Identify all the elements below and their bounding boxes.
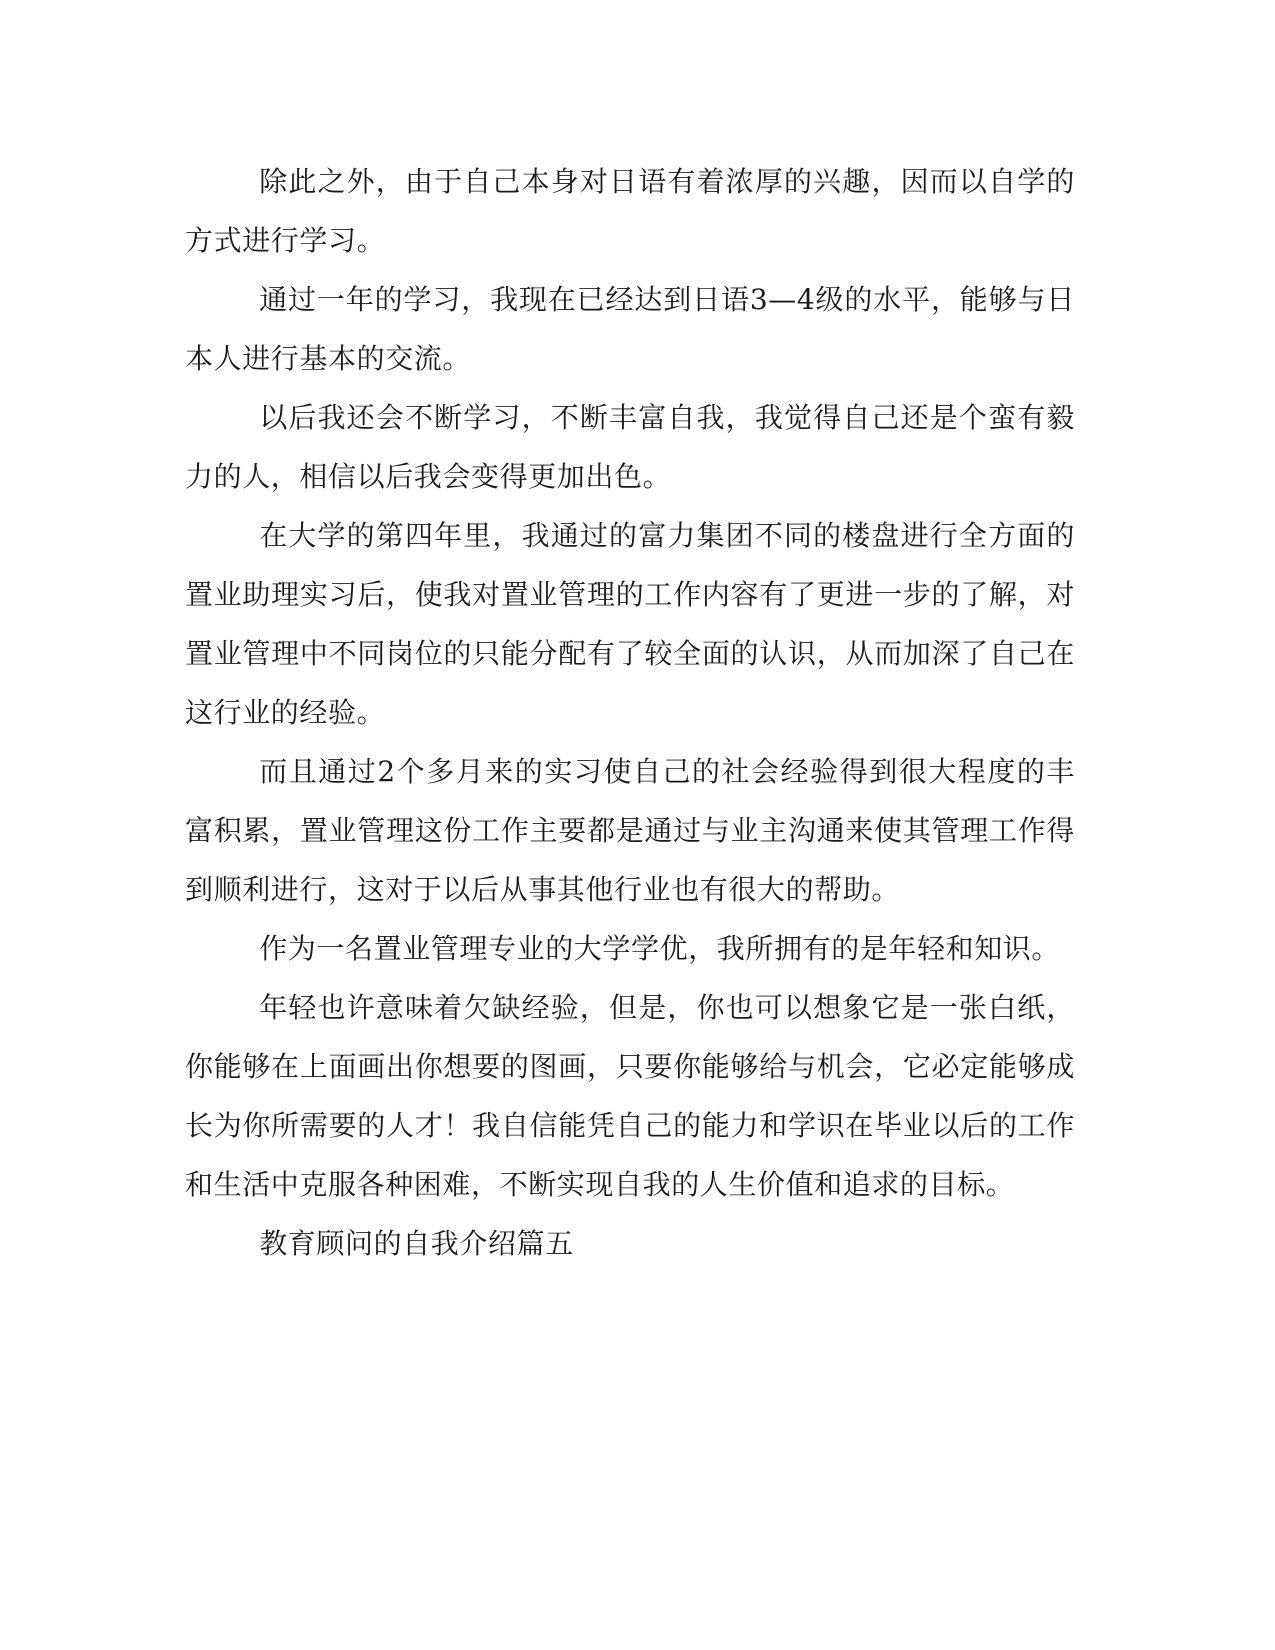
- paragraph-internship: 在大学的第四年里，我通过的富力集团不同的楼盘进行全方面的置业助理实习后，使我对置业管理的工作内容有了更进一步的了解，对置业管理中不同岗位的只能分配有了较全面的认识，从而加深了自己在这行业的经验。: [185, 519, 1075, 729]
- paragraph-social-experience: 而且通过2个多月来的实习使自己的社会经验得到很大程度的丰富积累，置业管理这份工作主要都是通过与业主沟通来使其管理工作得到顺利进行，这对于以后从事其他行业也有很大的帮助。: [185, 755, 1075, 906]
- document-body: [185, 152, 1075, 1273]
- paragraph-japanese-level: 通过一年的学习，我现在已经达到日语3—4级的水平，能够与日本人进行基本的交流。: [185, 283, 1075, 375]
- paragraph-blank-paper: 年轻也许意味着欠缺经验，但是，你也可以想象它是一张白纸，你能够在上面画出你想要的图画，只要你能够给与机会，它必定能够成长为你所需要的人才！我自信能凭自己的能力和学识在毕业以后的工作和生活中克服各种困难，不断实现自我的人生价值和追求的目标。: [185, 991, 1075, 1201]
- section-heading: 教育顾问的自我介绍篇五: [259, 1227, 574, 1260]
- paragraph-continued-learning: 以后我还会不断学习，不断丰富自我，我觉得自己还是个蛮有毅力的人，相信以后我会变得更加出色。: [185, 401, 1075, 493]
- paragraph-self-study: 除此之外，由于自己本身对日语有着浓厚的兴趣，因而以自学的方式进行学习。: [185, 165, 1075, 257]
- paragraph-youth-knowledge: 作为一名置业管理专业的大学学优，我所拥有的是年轻和知识。: [259, 932, 1060, 965]
